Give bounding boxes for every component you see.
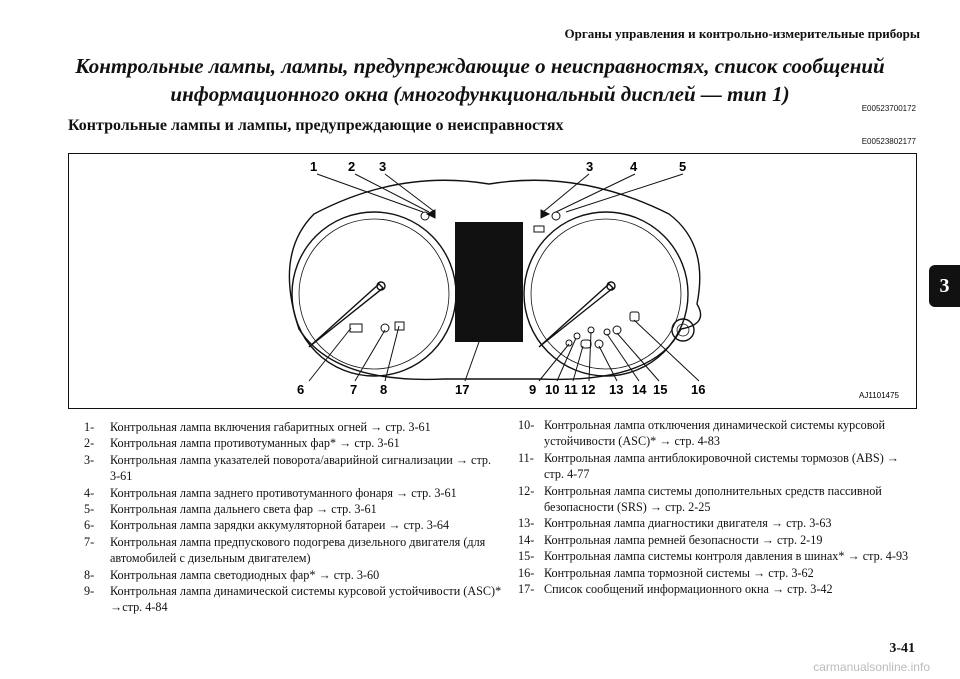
legend-item-text: Контрольная лампа ремней безопасности → стр. 2-19 (544, 532, 823, 547)
legend-item-number: 16- (518, 565, 535, 580)
legend-item-number: 6- (84, 518, 95, 533)
asc-icon (566, 340, 572, 346)
label-7: 7 (350, 382, 358, 397)
watermark: carmanualsonline.info (813, 660, 930, 674)
label-12: 12 (581, 382, 596, 397)
legend-item (518, 548, 918, 564)
legend-item-text: Контрольная лампа отключения динамической системы курсовой устойчивости (ASC)* → стр. 4-83 (544, 418, 886, 449)
legend-item-number: 3- (84, 452, 95, 467)
right-needle (539, 284, 613, 347)
left-needle (309, 284, 383, 347)
main-title (60, 52, 900, 108)
legend-item-text: Контрольная лампа предпускового подогрева дизельного двигателя (для автомобилей с дизельным двигателем) (110, 534, 486, 566)
main-title-line1: Контрольные лампы, лампы, предупреждающие о неисправностях, список сообщений (75, 54, 885, 78)
legend-item (84, 419, 504, 435)
legend-item-number: 7- (84, 534, 95, 549)
legend-item-text: Контрольная лампа антиблокировочной системы тормозов (ABS) → стр. 4-77 (544, 450, 899, 482)
section-title: Контрольные лампы и лампы, предупреждающие о неисправностях (68, 117, 564, 134)
cluster-drawing (69, 154, 916, 408)
legend-item (518, 532, 918, 548)
label-11: 11 (564, 382, 578, 397)
high-beam-icon (534, 226, 544, 232)
legend-item-text: Контрольная лампа зарядки аккумуляторной батареи → стр. 3-64 (110, 518, 450, 533)
legend-item-text: Контрольная лампа указателей поворота/аварийной сигнализации → стр. 3-61 (110, 452, 492, 484)
figure-code: AJ1101475 (859, 391, 899, 400)
battery-icon (350, 324, 362, 332)
legend-item-number: 10- (518, 418, 535, 432)
legend-item-text: Контрольная лампа тормозной системы → стр. 3-62 (544, 565, 814, 580)
label-10: 10 (545, 382, 560, 397)
label-4: 4 (630, 159, 638, 174)
legend-item (84, 501, 504, 517)
label-3a: 3 (379, 159, 387, 174)
tpms-icon (613, 326, 621, 334)
legend-item-number: 15- (518, 549, 535, 564)
legend-item (518, 515, 918, 531)
legend-item-text: Контрольная лампа включения габаритных огней → стр. 3-61 (110, 420, 431, 434)
chapter-tab: 3 (929, 265, 960, 307)
legend-item-text: Контрольная лампа светодиодных фар* → стр. 3-60 (110, 567, 380, 582)
legend-item-text: Контрольная лампа противотуманных фар* → стр. 3-61 (110, 436, 400, 451)
legend-item (84, 517, 504, 533)
brake-icon (630, 312, 639, 321)
legend-item-text: Контрольная лампа системы дополнительных средств пассивной безопасности (SRS) → стр. 2-25 (544, 483, 882, 515)
legend-item-number: 4- (84, 485, 95, 500)
legend-item-text: Контрольная лампа системы контроля давления в шинах* → стр. 4-93 (544, 549, 909, 564)
legend-item-text: Контрольная лампа дальнего света фар → стр. 3-61 (110, 502, 377, 517)
legend-list-left (84, 419, 504, 616)
legend-item-text: Контрольная лампа диагностики двигателя → стр. 3-63 (544, 516, 832, 531)
label-15: 15 (653, 382, 668, 397)
led-headlight-icon (395, 322, 404, 330)
legend-item-number: 12- (518, 483, 535, 498)
legend-item-number: 2- (84, 436, 95, 451)
legend-item (518, 483, 918, 516)
legend-item-text: Контрольная лампа динамической системы курсовой устойчивости (ASC)* →стр. 4-84 (110, 584, 502, 615)
turn-right-icon (541, 210, 549, 218)
main-title-code: E00523700172 (861, 104, 916, 113)
legend-item (518, 417, 918, 450)
legend-item (518, 581, 918, 597)
legend-item-number: 9- (84, 584, 95, 599)
section-code: E00523802177 (861, 137, 916, 146)
info-display (455, 222, 523, 342)
legend-item (84, 534, 504, 567)
legend-item-number: 11- (518, 450, 534, 465)
label-8: 8 (380, 382, 388, 397)
legend-item-text: Список сообщений информационного окна → стр. 3-42 (544, 582, 833, 597)
legend-item-text: Контрольная лампа заднего противотуманного фонаря → стр. 3-61 (110, 485, 457, 500)
legend-item (84, 452, 504, 485)
page-number: 3-41 (889, 641, 915, 656)
label-6: 6 (297, 382, 305, 397)
legend-item-number: 1- (84, 420, 95, 434)
legend-item (84, 485, 504, 501)
label-2: 2 (348, 159, 356, 174)
legend-item-number: 17- (518, 582, 535, 597)
legend-list-right (518, 417, 918, 597)
legend-item (84, 583, 504, 616)
label-16: 16 (691, 382, 706, 397)
rear-fog-icon (552, 212, 560, 220)
legend-item-number: 5- (84, 502, 95, 517)
label-5: 5 (679, 159, 687, 174)
legend-item-number: 14- (518, 532, 535, 547)
main-title-line2: информационного окна (многофункциональный дисплей — тип 1) (170, 82, 790, 106)
legend-item (84, 567, 504, 583)
instrument-cluster-figure (68, 153, 917, 409)
legend-item (518, 450, 918, 483)
legend-item-number: 13- (518, 516, 535, 531)
legend-item (518, 565, 918, 581)
label-14: 14 (632, 382, 647, 397)
label-13: 13 (609, 382, 624, 397)
label-17: 17 (455, 382, 470, 397)
label-9: 9 (529, 382, 537, 397)
legend-item-number: 8- (84, 567, 95, 582)
legend-item (84, 435, 504, 451)
running-header: Органы управления и контрольно-измерительные приборы (564, 26, 920, 41)
asc-off-icon (574, 333, 580, 339)
label-1: 1 (310, 159, 318, 174)
label-3b: 3 (586, 159, 594, 174)
